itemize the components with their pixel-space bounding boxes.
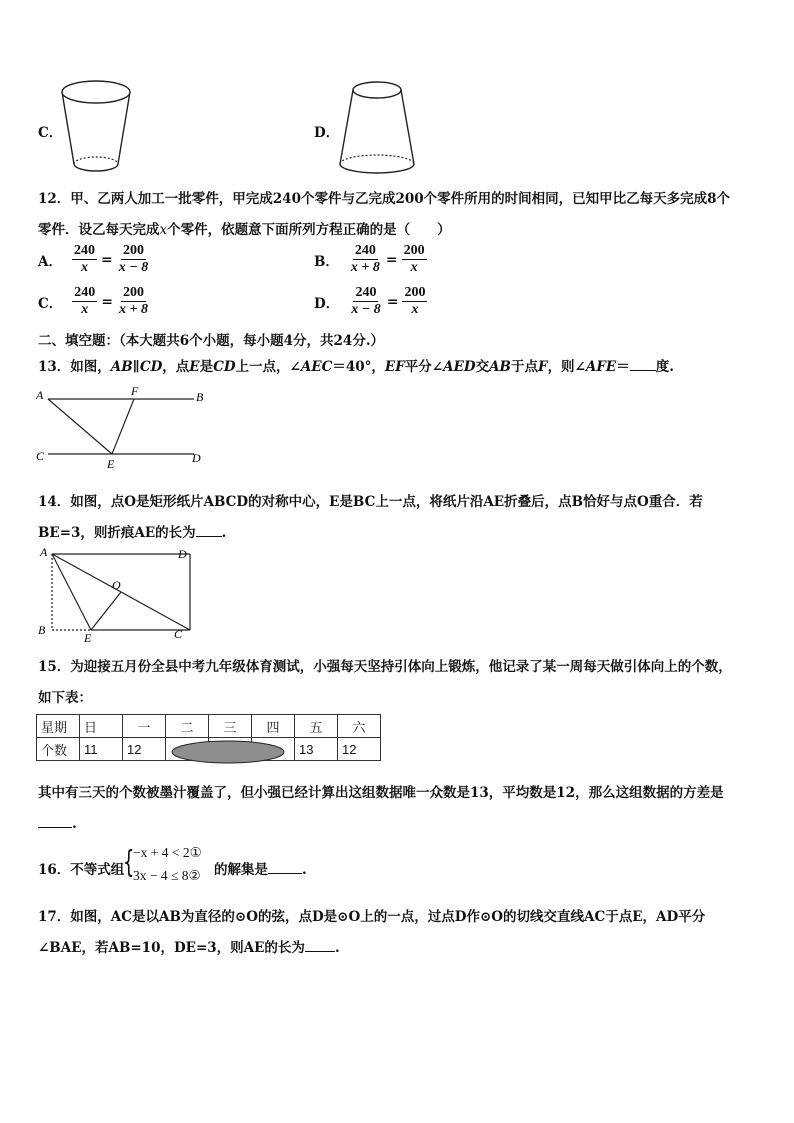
answer-blank[interactable] — [630, 356, 656, 371]
table-cell: 二 — [166, 715, 209, 738]
q12-line1: 12．甲、乙两人加工一批零件，甲完成240个零件与乙完成200个零件所用的时间相同，已知甲比乙每天多完成8个 — [38, 191, 731, 207]
table-cell: 四 — [252, 715, 295, 738]
table-row — [37, 715, 381, 738]
fraction: $\frac{200}{x + 8}$ — [118, 285, 148, 317]
point-b-label: B — [196, 390, 204, 404]
q12-option-b[interactable]: B． $\frac{240}{x + 8}$ = $\frac{200}{x}$ — [314, 243, 425, 275]
table-cell: 12 — [338, 738, 381, 761]
fraction: $\frac{240}{x}$ — [73, 243, 95, 275]
option-c-label: C． — [38, 125, 63, 141]
brace: { — [123, 845, 135, 880]
fraction: $\frac{200}{x}$ — [404, 285, 426, 317]
ink-blot — [168, 739, 288, 765]
table-cell: 五 — [295, 715, 338, 738]
cup-figure-d — [334, 78, 424, 178]
point-b-label: B — [38, 623, 46, 637]
q16-suffix: 的解集是 . — [214, 858, 307, 878]
q14-rectangle-figure — [34, 544, 194, 644]
q16-ineq1: −x + 4 < 2① — [133, 845, 202, 860]
table-cell: 一 — [123, 715, 166, 738]
q16-ineq2: 3x − 4 ≤ 8② — [133, 868, 201, 883]
answer-blank[interactable] — [38, 813, 72, 828]
table-cell: 个数 — [37, 738, 80, 761]
q17-line2: ∠BAE，若AB=10，DE=3，则AE的长为 . — [38, 936, 340, 956]
answer-blank[interactable] — [196, 522, 222, 537]
q12-option-c[interactable]: C． $\frac{240}{x}$ = $\frac{200}{x + 8}$ — [38, 285, 148, 317]
q12-option-a[interactable]: A． $\frac{240}{x}$ = $\frac{200}{x - 8}$ — [38, 243, 149, 275]
cup-figure-c — [58, 78, 138, 176]
q12-option-d[interactable]: D． $\frac{240}{x - 8}$ = $\frac{200}{x}$ — [314, 285, 426, 317]
option-d-label: D． — [314, 125, 340, 141]
q15-line2: 如下表： — [38, 690, 92, 706]
point-a-label: A — [40, 545, 48, 559]
fraction: $\frac{240}{x - 8}$ — [351, 285, 381, 317]
answer-blank[interactable] — [305, 937, 335, 952]
fraction: $\frac{240}{x}$ — [74, 285, 96, 317]
fraction: $\frac{200}{x - 8}$ — [118, 243, 149, 275]
section-heading: 二、填空题：（本大题共6个小题，每小题4分，共24分.） — [38, 333, 385, 349]
point-a-label: A — [36, 388, 44, 402]
point-e-label: E — [107, 457, 115, 471]
q14-line1: 14．如图，点O是矩形纸片ABCD的对称中心，E是BC上一点，将纸片沿AE折叠后，点B恰好与点O重合．若 — [38, 494, 703, 510]
point-c-label: C — [36, 449, 45, 463]
q13-text: 13．如图，AB∥CD，点E是CD上一点，∠AEC＝40°，EF平分∠AED交AB于点F，则∠AFE＝ 度. — [38, 355, 674, 375]
table-cell: 13 — [295, 738, 338, 761]
q12-line2: 零件．设乙每天完成x个零件，依题意下面所列方程正确的是（ ） — [38, 222, 451, 238]
q14-line2: BE=3，则折痕AE的长为 . — [38, 521, 226, 541]
q15-line4: . — [38, 813, 77, 832]
fraction: $\frac{200}{x}$ — [403, 243, 425, 275]
q17-line1: 17．如图，AC是以AB为直径的⊙O的弦，点D是⊙O上的一点，过点D作⊙O的切线交直线AC于点E，AD平分 — [38, 909, 706, 925]
point-c-label: C — [174, 627, 183, 641]
table-cell: 11 — [80, 738, 123, 761]
point-d-label: D — [178, 547, 187, 561]
point-d-label: D — [192, 451, 201, 465]
q16-prefix: 16．不等式组 — [38, 862, 125, 878]
table-cell: 日 — [80, 715, 123, 738]
point-o-label: O — [112, 578, 121, 592]
point-f-label: F — [131, 384, 139, 398]
answer-blank[interactable] — [268, 859, 302, 874]
q13-parallel-lines-figure — [34, 384, 214, 472]
table-cell: 星期 — [37, 715, 80, 738]
q15-line3: 其中有三天的个数被墨汁覆盖了，但小强已经计算出这组数据唯一众数是13，平均数是12，那么这组数据的方差是 — [38, 785, 724, 801]
table-cell: 12 — [123, 738, 166, 761]
point-e-label: E — [84, 631, 92, 644]
fraction: $\frac{240}{x + 8}$ — [350, 243, 380, 275]
q15-line1: 15．为迎接五月份全县中考九年级体育测试，小强每天坚持引体向上锻炼，他记录了某一周每天做引体向上的个数， — [38, 659, 732, 675]
table-cell: 三 — [209, 715, 252, 738]
table-cell: 六 — [338, 715, 381, 738]
